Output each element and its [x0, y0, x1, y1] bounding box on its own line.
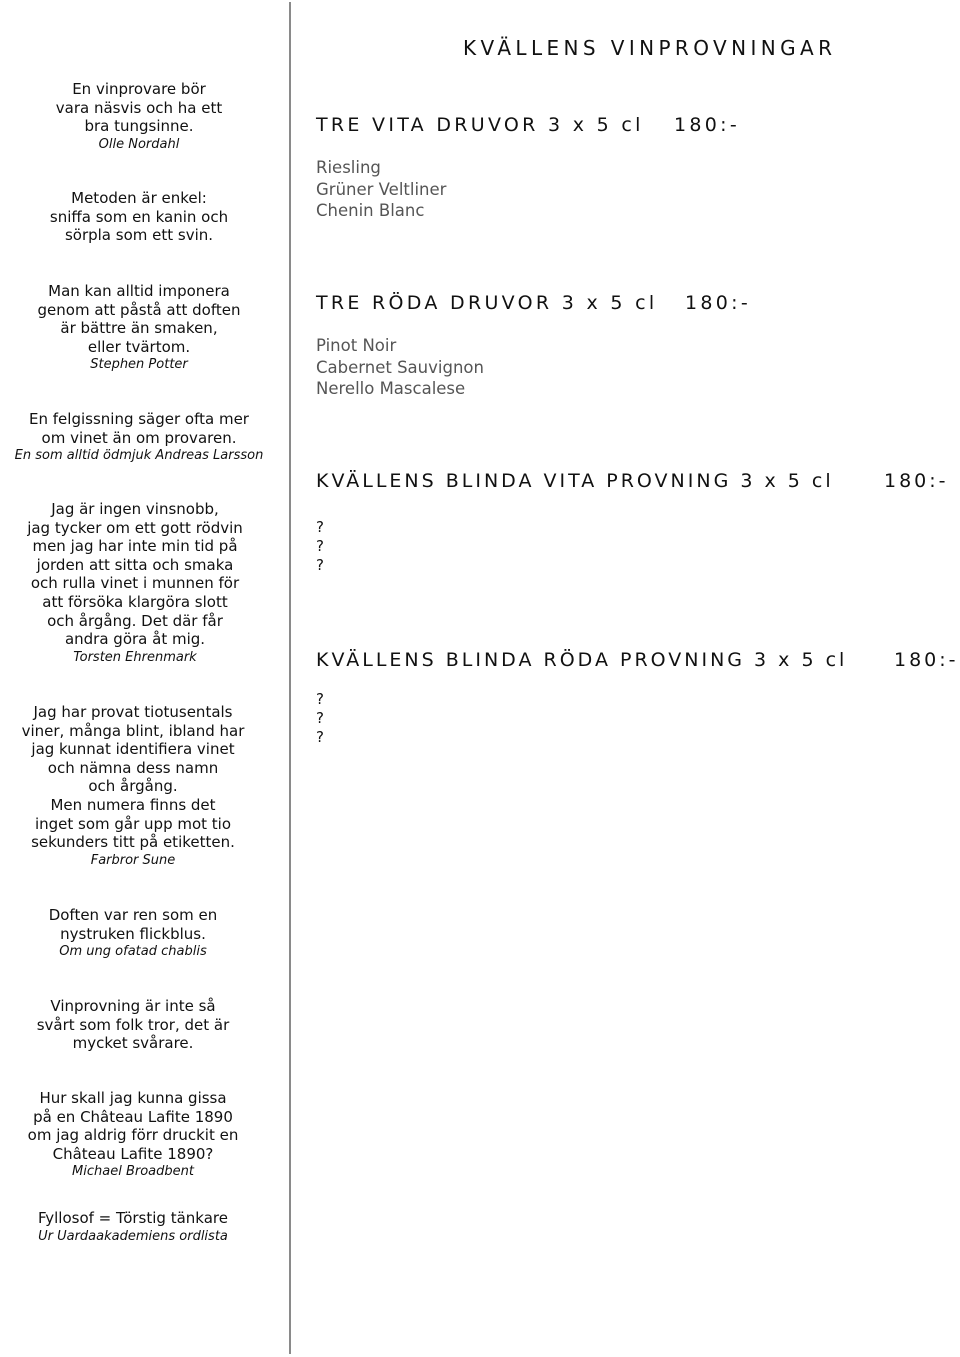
wine-name: ? [316, 728, 324, 746]
quote-8 [3, 997, 263, 1053]
quote-2 [9, 189, 269, 245]
quote-line: Vinprovning är inte så [50, 997, 216, 1015]
tasting-price: 180:- [894, 649, 959, 671]
quote-line: och årgång. [88, 777, 178, 796]
quote-attribution: Ur Uardaakademiens ordlista [38, 1228, 228, 1244]
page-title: KVÄLLENS VINPROVNINGAR [463, 36, 837, 60]
quote-line: om jag aldrig förr druckit en [27, 1126, 239, 1145]
quote-line: Doften var ren som en [48, 906, 218, 924]
tasting-heading [316, 649, 959, 671]
wine-list [316, 157, 446, 222]
quote-attribution: Olle Nordahl [98, 136, 180, 152]
tasting-title: TRE RÖDA DRUVOR 3 x 5 cl [316, 292, 658, 314]
tasting-title: KVÄLLENS BLINDA RÖDA PROVNING 3 x 5 cl [316, 649, 848, 671]
quote-line: mycket svårare. [72, 1034, 194, 1053]
quote-line: jorden att sitta och smaka [36, 555, 234, 574]
quote-attribution: Stephen Potter [90, 357, 188, 373]
tasting-heading [316, 114, 741, 136]
quote-line: att försöka klargöra slott [42, 592, 228, 611]
quote-line: på en Château Lafite 1890 [33, 1107, 233, 1126]
quote-line: är bättre än smaken, [60, 319, 218, 338]
quote-9 [3, 1089, 263, 1180]
quote-line: genom att påstå att doften [37, 300, 241, 319]
quote-line: Jag är ingen vinsnobb, [51, 500, 219, 518]
quote-line: och nämna dess namn [47, 758, 219, 777]
quote-line: sekunders titt på etiketten. [31, 833, 235, 852]
tasting-price: 180:- [674, 114, 741, 136]
quote-line: Man kan alltid imponera [48, 282, 230, 300]
quote-line: och rulla vinet i munnen för [30, 574, 240, 593]
quote-line: Men numera finns det [50, 795, 216, 814]
tasting-price: 180:- [884, 470, 949, 492]
column-divider [289, 2, 291, 1354]
quote-line: vara näsvis och ha ett [55, 98, 223, 117]
quote-line: Metoden är enkel: [71, 189, 207, 207]
quote-attribution: Farbror Sune [90, 852, 176, 868]
quote-attribution: Om ung ofatad chablis [59, 944, 207, 960]
quote-line: viner, många blint, ibland har [21, 721, 245, 740]
quote-line: nystruken flickblus. [60, 924, 206, 943]
quote-line: En vinprovare bör [72, 80, 206, 98]
wine-list [316, 690, 324, 747]
tasting-heading [316, 470, 949, 492]
quote-attribution: Torsten Ehrenmark [73, 649, 197, 665]
quote-line: Hur skall jag kunna gissa [39, 1089, 227, 1107]
quote-7 [3, 906, 263, 960]
wine-name: ? [316, 690, 324, 708]
wine-name: Riesling [316, 158, 381, 177]
quote-10 [3, 1209, 263, 1245]
quote-1 [9, 80, 269, 153]
wine-name: Pinot Noir [316, 336, 397, 355]
wine-name: Nerello Mascalese [316, 379, 466, 398]
tasting-title: KVÄLLENS BLINDA VITA PROVNING 3 x 5 cl [316, 470, 834, 492]
quote-3 [9, 282, 269, 373]
quote-line: Fyllosof = Törstig tänkare [38, 1209, 228, 1227]
quote-line: men jag har inte min tid på [32, 537, 238, 556]
quote-line: sörpla som ett svin. [64, 226, 214, 245]
wine-name: Grüner Veltliner [316, 179, 447, 199]
wine-list [316, 335, 484, 400]
quote-line: Jag har provat tiotusentals [33, 703, 233, 721]
quote-line: och årgång. Det där får [47, 611, 223, 630]
wine-name: Cabernet Sauvignon [316, 357, 484, 377]
quote-line: jag tycker om ett gott rödvin [27, 518, 243, 537]
quote-line: svårt som folk tror, det är [36, 1015, 230, 1034]
quote-line: jag kunnat identifiera vinet [31, 740, 235, 759]
quote-line: sniffa som en kanin och [49, 207, 229, 226]
quote-line: om vinet än om provaren. [41, 428, 237, 447]
quote-4 [3, 410, 275, 464]
wine-name: ? [316, 518, 324, 536]
wine-name: ? [316, 537, 324, 555]
wine-name: ? [316, 709, 324, 727]
wine-list [316, 518, 324, 575]
wine-name: ? [316, 556, 324, 574]
quote-line: Château Lafite 1890? [52, 1144, 214, 1163]
quote-5 [5, 500, 265, 666]
quote-line: En felgissning säger ofta mer [29, 410, 249, 428]
wine-name: Chenin Blanc [316, 201, 425, 220]
quote-line: eller tvärtom. [87, 337, 191, 356]
tasting-price: 180:- [685, 292, 752, 314]
quote-attribution: En som alltid ödmjuk Andreas Larsson [14, 448, 264, 464]
quote-line: bra tungsinne. [84, 117, 194, 136]
quote-line: inget som går upp mot tio [34, 814, 232, 833]
tasting-title: TRE VITA DRUVOR 3 x 5 cl [316, 114, 644, 136]
tasting-heading [316, 292, 752, 314]
quote-6 [3, 703, 263, 869]
quote-attribution: Michael Broadbent [72, 1164, 194, 1180]
quote-line: andra göra åt mig. [64, 630, 206, 649]
